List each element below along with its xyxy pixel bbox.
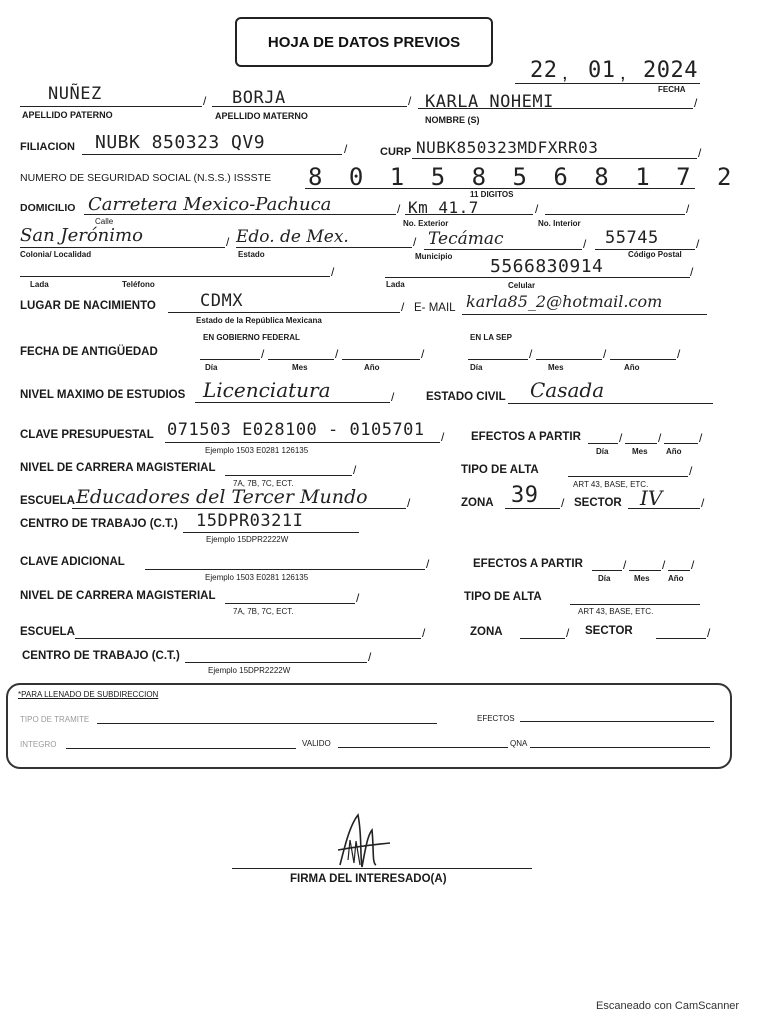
efectos-2-dia: Día bbox=[598, 574, 611, 583]
efectos-2-label: EFECTOS A PARTIR bbox=[473, 558, 583, 570]
field-line bbox=[165, 442, 440, 443]
tipo-alta-2-ejemplo: ART 43, BASE, ETC. bbox=[578, 607, 654, 616]
field-line bbox=[424, 249, 582, 250]
email-value[interactable]: karla85_2@hotmail.com bbox=[466, 292, 663, 311]
valido-label: VALIDO bbox=[302, 739, 331, 748]
date-line bbox=[588, 443, 618, 444]
label-no-exterior: No. Exterior bbox=[403, 219, 449, 228]
slash: / bbox=[658, 431, 662, 445]
centro-trabajo-label: CENTRO DE TRABAJO (C.T.) bbox=[20, 518, 178, 530]
nss-sub-label: 11 DIGITOS bbox=[470, 190, 514, 199]
escuela-label: ESCUELA bbox=[20, 495, 75, 507]
nss-value[interactable]: 8 0 1 5 8 5 6 8 1 7 2 bbox=[308, 163, 738, 191]
slash: / bbox=[413, 235, 417, 249]
field-line bbox=[225, 603, 355, 604]
slash: / bbox=[623, 558, 627, 572]
calle-value[interactable]: Carretera Mexico-Pachuca bbox=[88, 194, 332, 215]
field-line bbox=[168, 312, 400, 313]
field-line bbox=[520, 721, 714, 722]
efectos-sub-label: EFECTOS bbox=[477, 714, 515, 723]
slash: / bbox=[421, 347, 425, 361]
label-lada: Lada bbox=[30, 280, 49, 289]
slash: / bbox=[619, 431, 623, 445]
no-exterior-value[interactable]: Km 41.7 bbox=[408, 198, 479, 217]
integro-label: INTEGRO bbox=[20, 740, 57, 749]
label-cp: Código Postal bbox=[628, 250, 682, 259]
slash: / bbox=[686, 202, 690, 216]
firma-line bbox=[232, 868, 532, 869]
page-title: HOJA DE DATOS PREVIOS bbox=[235, 17, 493, 67]
field-line bbox=[82, 154, 342, 155]
slash: / bbox=[566, 626, 570, 640]
label-apellido-materno: APELLIDO MATERNO bbox=[215, 111, 308, 121]
field-line bbox=[656, 638, 706, 639]
zona-2-label: ZONA bbox=[470, 626, 503, 638]
field-line bbox=[385, 277, 690, 278]
date-line bbox=[592, 570, 622, 571]
field-line bbox=[418, 108, 693, 109]
centro-trabajo-2-label: CENTRO DE TRABAJO (C.T.) bbox=[22, 650, 180, 662]
slash: / bbox=[535, 202, 539, 216]
label-colonia: Colonia/ Localidad bbox=[20, 250, 92, 259]
slash: / bbox=[698, 146, 702, 160]
field-line bbox=[462, 314, 707, 315]
field-line bbox=[97, 723, 437, 724]
date-line bbox=[664, 443, 698, 444]
slash: / bbox=[335, 347, 339, 361]
cp-value[interactable]: 55745 bbox=[605, 228, 659, 248]
field-line bbox=[570, 604, 700, 605]
efectos-2-anio: Año bbox=[668, 574, 684, 583]
field-line bbox=[145, 569, 425, 570]
label-dia-sep: Día bbox=[470, 363, 483, 372]
nivel-2-ejemplo: 7A, 7B, 7C, ECT. bbox=[233, 607, 294, 616]
field-line bbox=[84, 214, 396, 215]
date-line bbox=[610, 359, 676, 360]
field-line bbox=[66, 748, 296, 749]
label-anio: Año bbox=[364, 363, 380, 372]
slash: / bbox=[356, 591, 360, 605]
apellido-paterno-value[interactable]: NUÑEZ bbox=[48, 84, 102, 104]
field-line bbox=[195, 402, 390, 403]
field-line bbox=[72, 508, 406, 509]
slash: / bbox=[353, 463, 357, 477]
slash: / bbox=[441, 430, 445, 444]
estado-civil-value[interactable]: Casada bbox=[530, 378, 605, 402]
slash: / bbox=[662, 558, 666, 572]
date-line bbox=[342, 359, 420, 360]
label-mes: Mes bbox=[292, 363, 308, 372]
date-separator: , bbox=[620, 62, 626, 84]
clave-adicional-ejemplo: Ejemplo 1503 E0281 126135 bbox=[205, 573, 309, 582]
zona-label: ZONA bbox=[461, 497, 494, 509]
slash: / bbox=[691, 558, 695, 572]
field-line bbox=[225, 475, 352, 476]
zona-value[interactable]: 39 bbox=[511, 483, 539, 508]
field-line bbox=[75, 638, 421, 639]
slash: / bbox=[583, 237, 587, 251]
field-line bbox=[505, 508, 560, 509]
qna-label: QNA bbox=[510, 739, 528, 748]
centro-trabajo-ejemplo: Ejemplo 15DPR2222W bbox=[206, 535, 289, 544]
tipo-tramite-label: TIPO DE TRAMITE bbox=[20, 715, 90, 724]
colonia-value[interactable]: San Jerónimo bbox=[20, 225, 143, 246]
label-celular: Celular bbox=[508, 281, 536, 290]
label-dia: Día bbox=[205, 363, 218, 372]
field-line bbox=[183, 532, 359, 533]
firma-label: FIRMA DEL INTERESADO(A) bbox=[290, 873, 447, 885]
slash: / bbox=[331, 265, 335, 279]
estado-value[interactable]: Edo. de Mex. bbox=[236, 227, 349, 247]
field-line bbox=[412, 158, 697, 159]
slash: / bbox=[707, 626, 711, 640]
nacimiento-label: LUGAR DE NACIMIENTO bbox=[20, 300, 156, 312]
fecha-day[interactable]: 22 bbox=[530, 58, 558, 83]
celular-value[interactable]: 5566830914 bbox=[490, 256, 604, 277]
nombres-value[interactable]: KARLA NOHEMI bbox=[425, 92, 554, 112]
efectos-label: EFECTOS A PARTIR bbox=[471, 431, 581, 443]
estudios-label: NIVEL MAXIMO DE ESTUDIOS bbox=[20, 389, 186, 401]
slash: / bbox=[407, 496, 411, 510]
slash: / bbox=[696, 237, 700, 251]
slash: / bbox=[226, 235, 230, 249]
clave-presupuestal-label: CLAVE PRESUPUESTAL bbox=[20, 429, 154, 441]
fecha-line bbox=[515, 83, 700, 84]
field-line bbox=[530, 747, 710, 748]
date-line bbox=[200, 359, 260, 360]
slash: / bbox=[426, 557, 430, 571]
domicilio-label: DOMICILIO bbox=[20, 202, 76, 214]
apellido-materno-value[interactable]: BORJA bbox=[232, 88, 286, 108]
tipo-alta-2-label: TIPO DE ALTA bbox=[464, 591, 542, 603]
field-line bbox=[545, 214, 685, 215]
estudios-value[interactable]: Licenciatura bbox=[203, 378, 331, 402]
slash: / bbox=[701, 496, 705, 510]
slash: / bbox=[203, 94, 207, 108]
slash: / bbox=[677, 347, 681, 361]
field-line bbox=[568, 476, 688, 477]
efectos-2-mes: Mes bbox=[634, 574, 650, 583]
label-calle: Calle bbox=[95, 217, 114, 226]
label-sep: EN LA SEP bbox=[470, 333, 512, 342]
date-line bbox=[536, 359, 602, 360]
tipo-alta-ejemplo: ART 43, BASE, ETC. bbox=[573, 480, 649, 489]
slash: / bbox=[561, 496, 565, 510]
slash: / bbox=[401, 300, 405, 314]
sector-value[interactable]: IV bbox=[640, 486, 663, 510]
fecha-month[interactable]: 01 bbox=[588, 58, 616, 83]
field-line bbox=[520, 638, 565, 639]
centro-trabajo-2-ejemplo: Ejemplo 15DPR2222W bbox=[208, 666, 291, 675]
slash: / bbox=[529, 347, 533, 361]
label-lada-celular: Lada bbox=[386, 280, 405, 289]
slash: / bbox=[699, 431, 703, 445]
label-apellido-paterno: APELLIDO PATERNO bbox=[22, 110, 113, 120]
slash: / bbox=[690, 265, 694, 279]
tipo-alta-label: TIPO DE ALTA bbox=[461, 464, 539, 476]
nivel-ejemplo: 7A, 7B, 7C, ECT. bbox=[233, 479, 294, 488]
label-telefono: Teléfono bbox=[122, 280, 155, 289]
camscanner-watermark: Escaneado con CamScanner bbox=[596, 1000, 740, 1012]
label-municipio: Municipio bbox=[415, 252, 453, 261]
efectos-anio: Año bbox=[666, 447, 682, 456]
field-line bbox=[338, 747, 508, 748]
field-line bbox=[236, 247, 412, 248]
slash: / bbox=[368, 650, 372, 664]
label-gobierno-federal: EN GOBIERNO FEDERAL bbox=[203, 333, 300, 342]
slash: / bbox=[603, 347, 607, 361]
nss-label: NUMERO DE SEGURIDAD SOCIAL (N.S.S.) ISSSTE bbox=[20, 172, 272, 184]
curp-value[interactable]: NUBK850323MDFXRR03 bbox=[416, 138, 599, 157]
date-separator: , bbox=[562, 62, 568, 84]
municipio-value[interactable]: Tecámac bbox=[428, 229, 504, 249]
field-line bbox=[628, 508, 700, 509]
field-line bbox=[20, 106, 202, 107]
clave-adicional-label: CLAVE ADICIONAL bbox=[20, 556, 125, 568]
label-estado: Estado bbox=[238, 250, 265, 259]
field-line bbox=[508, 403, 713, 404]
estado-civil-label: ESTADO CIVIL bbox=[426, 391, 506, 403]
label-mes-sep: Mes bbox=[548, 363, 564, 372]
nacimiento-value[interactable]: CDMX bbox=[200, 291, 243, 311]
date-line bbox=[468, 359, 528, 360]
label-no-interior: No. Interior bbox=[538, 219, 581, 228]
clave-ejemplo: Ejemplo 1503 E0281 126135 bbox=[205, 446, 309, 455]
subdireccion-header: *PARA LLENADO DE SUBDIRECCION bbox=[18, 690, 159, 699]
filiacion-label: FILIACION bbox=[20, 141, 75, 153]
email-label: E- MAIL bbox=[414, 302, 456, 314]
date-line bbox=[268, 359, 334, 360]
efectos-dia: Día bbox=[596, 447, 609, 456]
date-line bbox=[668, 570, 690, 571]
slash: / bbox=[344, 142, 348, 156]
slash: / bbox=[261, 347, 265, 361]
slash: / bbox=[397, 202, 401, 216]
sector-2-label: SECTOR bbox=[585, 625, 633, 637]
antiguedad-label: FECHA DE ANTIGÜEDAD bbox=[20, 346, 158, 358]
nivel-carrera-label: NIVEL DE CARRERA MAGISTERIAL bbox=[20, 462, 216, 474]
date-line bbox=[625, 443, 657, 444]
field-line bbox=[212, 106, 407, 107]
fecha-label: FECHA bbox=[658, 85, 686, 94]
slash: / bbox=[422, 626, 426, 640]
label-nombres: NOMBRE (S) bbox=[425, 115, 480, 125]
nivel-carrera-2-label: NIVEL DE CARRERA MAGISTERIAL bbox=[20, 590, 216, 602]
slash: / bbox=[689, 464, 693, 478]
nacimiento-sub-label: Estado de la República Mexicana bbox=[196, 316, 322, 325]
slash: / bbox=[694, 96, 698, 110]
field-line bbox=[20, 247, 225, 248]
escuela-value[interactable]: Educadores del Tercer Mundo bbox=[76, 486, 368, 508]
curp-label: CURP bbox=[380, 146, 412, 158]
filiacion-value[interactable]: NUBK 850323 QV9 bbox=[95, 132, 266, 153]
sector-label: SECTOR bbox=[574, 497, 622, 509]
date-line bbox=[629, 570, 661, 571]
slash: / bbox=[391, 390, 395, 404]
fecha-year[interactable]: 2024 bbox=[643, 58, 698, 83]
field-line bbox=[405, 214, 533, 215]
field-line bbox=[185, 662, 367, 663]
clave-presupuestal-value[interactable]: 071503 E028100 - 0105701 bbox=[167, 420, 425, 440]
centro-trabajo-value[interactable]: 15DPR0321I bbox=[196, 511, 304, 531]
efectos-mes: Mes bbox=[632, 447, 648, 456]
escuela-2-label: ESCUELA bbox=[20, 626, 75, 638]
field-line bbox=[20, 276, 330, 277]
label-anio-sep: Año bbox=[624, 363, 640, 372]
field-line bbox=[305, 188, 695, 189]
slash: / bbox=[408, 94, 412, 108]
